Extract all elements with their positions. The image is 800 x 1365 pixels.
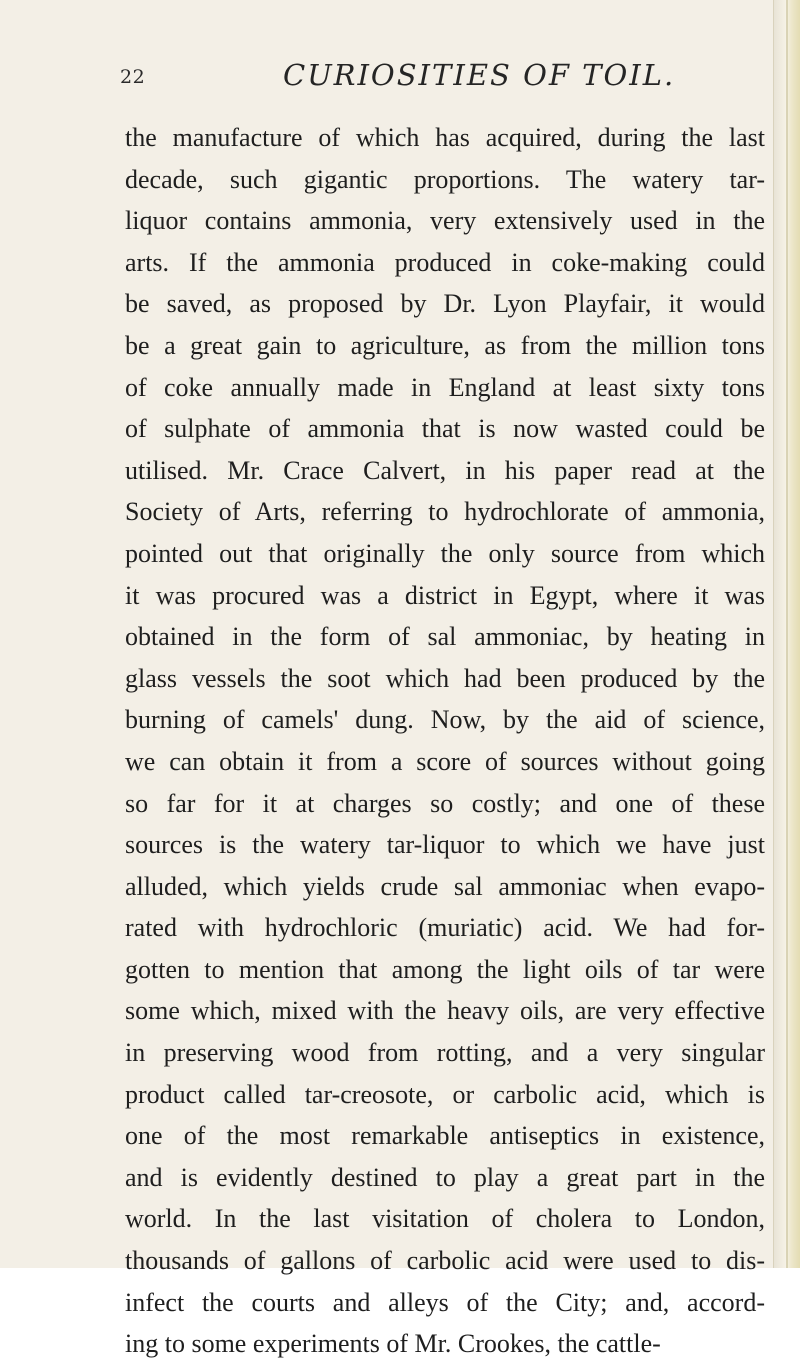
text-line: in preserving wood from rotting, and a very singular: [125, 1038, 765, 1068]
text-line: pointed out that originally the only source from which: [125, 538, 765, 568]
text-line: liquor contains ammonia, very extensively used in the: [125, 206, 765, 236]
text-line: be saved, as proposed by Dr. Lyon Playfair, it would: [125, 289, 765, 319]
text-line: one of the most remarkable antiseptics in existence,: [125, 1121, 765, 1151]
text-line: Society of Arts, referring to hydrochlorate of ammonia,: [125, 497, 765, 527]
text-line: we can obtain it from a score of sources without going: [125, 746, 765, 776]
text-line: ing to some experiments of Mr. Crookes, the cattle-: [125, 1329, 661, 1359]
body-text: [125, 117, 765, 1365]
text-line: product called tar-creosote, or carbolic acid, which is: [125, 1079, 765, 1109]
text-line: gotten to mention that among the light oils of tar were: [125, 954, 765, 984]
text-line: utilised. Mr. Crace Calvert, in his paper read at the: [125, 455, 765, 485]
text-line: infect the courts and alleys of the City; and, accord-: [125, 1287, 765, 1317]
running-head: CURIOSITIES OF TOIL.: [283, 58, 676, 92]
text-line: thousands of gallons of carbolic acid were used to dis-: [125, 1246, 765, 1276]
text-line: decade, such gigantic proportions. The watery tar-: [125, 164, 765, 194]
text-line: world. In the last visitation of cholera to London,: [125, 1204, 765, 1234]
text-line: obtained in the form of sal ammoniac, by heating in: [125, 622, 765, 652]
text-line: it was procured was a district in Egypt, where it was: [125, 580, 765, 610]
text-line: some which, mixed with the heavy oils, are very effective: [125, 996, 765, 1026]
text-line: sources is the watery tar-liquor to which we have just: [125, 830, 765, 860]
text-line: be a great gain to agriculture, as from the million tons: [125, 330, 765, 360]
text-line: alluded, which yields crude sal ammoniac when evapo-: [125, 871, 765, 901]
page-number: 22: [120, 66, 146, 88]
text-line: glass vessels the soot which had been produced by the: [125, 663, 765, 693]
text-line: rated with hydrochloric (muriatic) acid. We had for-: [125, 913, 765, 943]
text-line: burning of camels' dung. Now, by the aid of science,: [125, 705, 765, 735]
text-line: and is evidently destined to play a great part in the: [125, 1162, 765, 1192]
text-line: of sulphate of ammonia that is now wasted could be: [125, 414, 765, 444]
text-line: so far for it at charges so costly; and one of these: [125, 788, 765, 818]
text-line: the manufacture of which has acquired, during the last: [125, 123, 765, 152]
text-line: arts. If the ammonia produced in coke-making could: [125, 247, 765, 277]
text-line: of coke annually made in England at least sixty tons: [125, 372, 765, 402]
page-edge-shadow: [786, 0, 788, 1268]
